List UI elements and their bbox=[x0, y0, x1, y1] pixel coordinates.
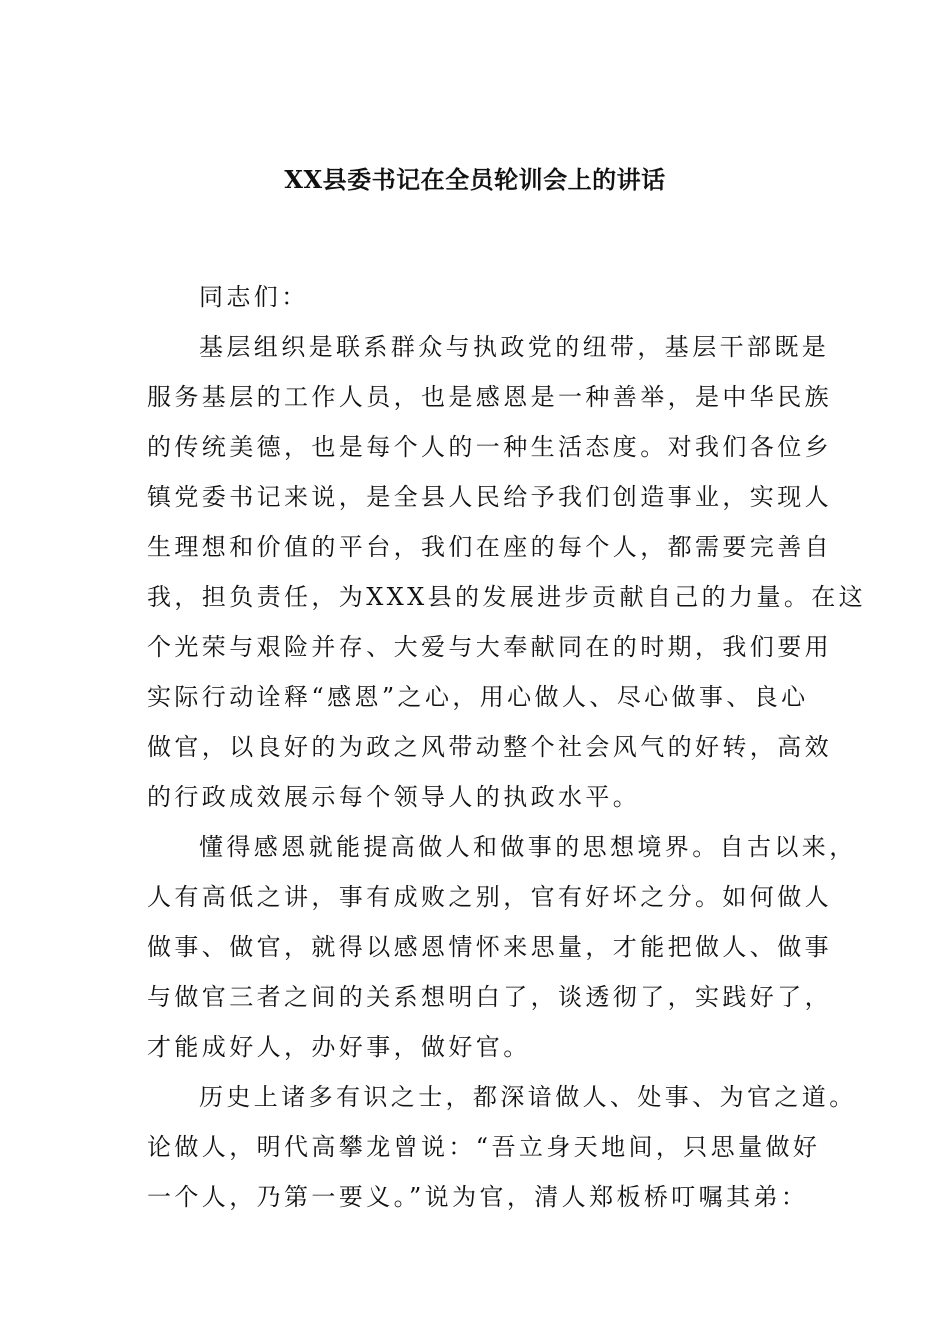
paragraph-line: 才能成好人，办好事，做好官。 bbox=[147, 1033, 531, 1061]
paragraph-line: 与做官三者之间的关系想明白了，谈透彻了，实践好了， bbox=[147, 983, 832, 1011]
paragraph-line: 个光荣与艰险并存、大爱与大奉献同在的时期，我们要用 bbox=[147, 633, 832, 661]
paragraph-line: 的传统美德，也是每个人的一种生活态度。对我们各位乡 bbox=[147, 433, 832, 461]
paragraph-line: 我，担负责任，为XXX县的发展进步贡献自己的力量。在这 bbox=[147, 583, 867, 611]
paragraph-line: 论做人，明代高攀龙曾说：“吾立身天地间，只思量做好 bbox=[147, 1133, 821, 1161]
paragraph-line: 实际行动诠释“感恩”之心，用心做人、尽心做事、良心 bbox=[147, 683, 809, 711]
paragraph-line: 一个人，乃第一要义。”说为官，清人郑板桥叮嘱其弟： bbox=[147, 1183, 809, 1211]
paragraph-line: 镇党委书记来说，是全县人民给予我们创造事业，实现人 bbox=[147, 483, 832, 511]
document-title: XX县委书记在全员轮训会上的讲话 bbox=[284, 165, 666, 194]
paragraph-line: 的行政成效展示每个领导人的执政水平。 bbox=[147, 783, 641, 811]
paragraph-line: 生理想和价值的平台，我们在座的每个人，都需要完善自 bbox=[147, 533, 832, 561]
paragraph-line: 服务基层的工作人员，也是感恩是一种善举，是中华民族 bbox=[147, 383, 832, 411]
paragraph-line: 懂得感恩就能提高做人和做事的思想境界。自古以来， bbox=[199, 833, 857, 861]
paragraph-line: 历史上诸多有识之士，都深谙做人、处事、为官之道。 bbox=[199, 1083, 857, 1111]
paragraph-line: 做事、做官，就得以感恩情怀来思量，才能把做人、做事 bbox=[147, 933, 832, 961]
paragraph-line: 人有高低之讲，事有成败之别，官有好坏之分。如何做人 bbox=[147, 883, 832, 911]
salutation-line: 同志们： bbox=[199, 283, 309, 311]
document-body bbox=[147, 272, 867, 1222]
paragraph-line: 基层组织是联系群众与执政党的纽带，基层干部既是 bbox=[199, 333, 830, 361]
paragraph-line: 做官，以良好的为政之风带动整个社会风气的好转，高效 bbox=[147, 733, 832, 761]
